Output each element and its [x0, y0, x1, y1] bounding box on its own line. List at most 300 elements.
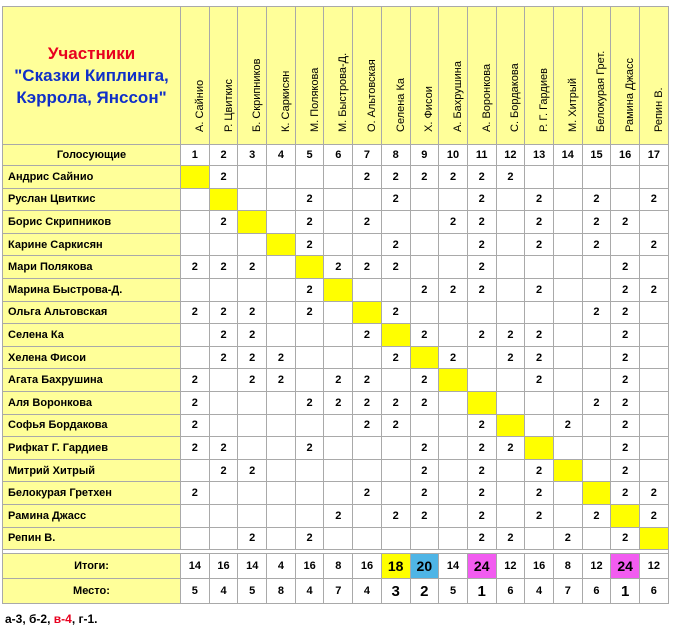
place-cell: 5 [181, 579, 210, 604]
vote-cell [439, 324, 468, 347]
vote-cell [324, 414, 353, 437]
vote-cell [611, 188, 640, 211]
vote-cell [439, 301, 468, 324]
voter-row [3, 482, 669, 505]
vote-cell: 2 [582, 211, 611, 234]
self-vote-cell [640, 527, 669, 550]
voter-row [3, 346, 669, 369]
vote-cell [525, 527, 554, 550]
self-vote-cell [267, 233, 296, 256]
vote-cell: 2 [611, 414, 640, 437]
vote-cell [640, 166, 669, 189]
total-cell: 14 [181, 554, 210, 579]
vote-cell: 2 [525, 459, 554, 482]
vote-cell: 2 [582, 301, 611, 324]
place-cell: 4 [525, 579, 554, 604]
self-vote-cell [467, 391, 496, 414]
place-cell: 4 [295, 579, 324, 604]
vote-cell [238, 504, 267, 527]
vote-cell [209, 482, 238, 505]
vote-cell [267, 256, 296, 279]
vote-cell [496, 301, 525, 324]
vote-cell: 2 [410, 369, 439, 392]
vote-cell: 2 [238, 256, 267, 279]
vote-cell [640, 256, 669, 279]
vote-cell: 2 [381, 301, 410, 324]
voter-row [3, 437, 669, 460]
vote-cell [181, 346, 210, 369]
total-cell: 24 [611, 554, 640, 579]
vote-cell [238, 278, 267, 301]
vote-cell: 2 [353, 211, 382, 234]
place-cell: 5 [238, 579, 267, 604]
vote-cell [295, 346, 324, 369]
vote-cell [295, 166, 324, 189]
voter-name: Аля Воронкова [3, 391, 181, 414]
vote-cell: 2 [611, 437, 640, 460]
vote-cell [582, 369, 611, 392]
numbers-row [3, 145, 669, 166]
vote-cell [295, 369, 324, 392]
vote-cell [324, 437, 353, 460]
vote-cell: 2 [209, 324, 238, 347]
participant-name: А. Воронкова [480, 63, 493, 132]
vote-cell: 2 [582, 233, 611, 256]
participant-header [295, 7, 324, 145]
vote-cell: 2 [553, 414, 582, 437]
footnote [5, 612, 97, 626]
vote-cell: 2 [467, 437, 496, 460]
place-cell: 4 [353, 579, 382, 604]
footnote-part-2: в-4 [53, 612, 72, 626]
vote-cell [582, 437, 611, 460]
vote-cell: 2 [209, 166, 238, 189]
vote-cell [410, 301, 439, 324]
voter-name: Марина Быстрова-Д. [3, 278, 181, 301]
vote-cell: 2 [525, 504, 554, 527]
vote-cell: 2 [295, 391, 324, 414]
vote-cell: 2 [611, 346, 640, 369]
vote-cell: 2 [181, 391, 210, 414]
vote-cell [439, 391, 468, 414]
vote-cell [353, 346, 382, 369]
vote-cell [553, 504, 582, 527]
place-cell: 3 [381, 579, 410, 604]
vote-cell [209, 233, 238, 256]
place-cell: 2 [410, 579, 439, 604]
vote-cell [553, 482, 582, 505]
vote-cell [467, 346, 496, 369]
vote-cell: 2 [381, 233, 410, 256]
voters-body [3, 166, 669, 550]
vote-cell [496, 482, 525, 505]
place-cell: 7 [553, 579, 582, 604]
voter-name: Ольга Альтовская [3, 301, 181, 324]
participant-number: 16 [611, 145, 640, 166]
vote-cell [295, 324, 324, 347]
vote-cell: 2 [467, 324, 496, 347]
vote-cell [209, 369, 238, 392]
vote-cell [267, 504, 296, 527]
vote-cell [496, 233, 525, 256]
vote-cell: 2 [295, 278, 324, 301]
vote-cell [181, 211, 210, 234]
vote-cell [324, 459, 353, 482]
vote-cell: 2 [640, 504, 669, 527]
participant-name: М. Хитрый [566, 78, 579, 132]
vote-cell [181, 188, 210, 211]
vote-cell [267, 278, 296, 301]
participant-number: 15 [582, 145, 611, 166]
vote-cell [439, 256, 468, 279]
total-cell: 16 [353, 554, 382, 579]
vote-cell [324, 233, 353, 256]
self-vote-cell [439, 369, 468, 392]
voter-name: Митрий Хитрый [3, 459, 181, 482]
self-vote-cell [496, 414, 525, 437]
vote-cell: 2 [467, 188, 496, 211]
participant-number: 7 [353, 145, 382, 166]
vote-cell: 2 [467, 482, 496, 505]
vote-cell: 2 [381, 256, 410, 279]
vote-cell [267, 391, 296, 414]
voter-row [3, 278, 669, 301]
totals-row [3, 554, 669, 579]
participant-number: 17 [640, 145, 669, 166]
voter-row [3, 211, 669, 234]
voter-name: Софья Бордакова [3, 414, 181, 437]
vote-cell [267, 437, 296, 460]
self-vote-cell [295, 256, 324, 279]
vote-cell: 2 [640, 278, 669, 301]
vote-cell [381, 482, 410, 505]
participant-name: А. Сайнио [193, 79, 206, 132]
vote-cell [582, 414, 611, 437]
vote-cell: 2 [181, 256, 210, 279]
vote-cell [439, 504, 468, 527]
vote-cell [439, 527, 468, 550]
vote-cell [353, 437, 382, 460]
vote-cell: 2 [410, 482, 439, 505]
vote-cell [295, 414, 324, 437]
voter-name: Мари Полякова [3, 256, 181, 279]
vote-cell [553, 166, 582, 189]
vote-cell [525, 414, 554, 437]
vote-cell: 2 [353, 414, 382, 437]
vote-cell [439, 482, 468, 505]
vote-cell [324, 166, 353, 189]
vote-cell: 2 [439, 211, 468, 234]
vote-cell [295, 504, 324, 527]
place-cell: 6 [640, 579, 669, 604]
voter-name: Рамина Джасс [3, 504, 181, 527]
self-vote-cell [324, 278, 353, 301]
vote-cell [410, 527, 439, 550]
vote-cell [181, 527, 210, 550]
vote-cell [238, 233, 267, 256]
total-cell: 16 [295, 554, 324, 579]
participant-name: Р. Г. Гардиев [538, 68, 551, 132]
vote-cell: 2 [525, 278, 554, 301]
total-cell: 14 [238, 554, 267, 579]
voter-row [3, 324, 669, 347]
place-cell: 6 [496, 579, 525, 604]
vote-cell: 2 [324, 391, 353, 414]
vote-cell: 2 [295, 233, 324, 256]
vote-cell [181, 459, 210, 482]
participant-header [553, 7, 582, 145]
participant-header [267, 7, 296, 145]
vote-cell [553, 233, 582, 256]
vote-cell [295, 482, 324, 505]
vote-cell [640, 301, 669, 324]
vote-cell [611, 166, 640, 189]
vote-cell [439, 188, 468, 211]
vote-cell: 2 [640, 233, 669, 256]
vote-cell [640, 459, 669, 482]
vote-cell [582, 459, 611, 482]
vote-cell [324, 211, 353, 234]
vote-cell: 2 [611, 391, 640, 414]
self-vote-cell [238, 211, 267, 234]
total-cell: 12 [640, 554, 669, 579]
vote-cell [553, 211, 582, 234]
place-cell: 6 [582, 579, 611, 604]
places-row [3, 579, 669, 604]
participant-number: 12 [496, 145, 525, 166]
vote-cell: 2 [410, 278, 439, 301]
vote-cell [353, 278, 382, 301]
participant-header [238, 7, 267, 145]
vote-cell [381, 211, 410, 234]
vote-cell [267, 527, 296, 550]
vote-cell [209, 504, 238, 527]
vote-cell [439, 459, 468, 482]
vote-cell [181, 324, 210, 347]
voter-row [3, 414, 669, 437]
total-cell: 16 [525, 554, 554, 579]
participant-header [209, 7, 238, 145]
vote-cell: 2 [181, 437, 210, 460]
vote-cell [582, 324, 611, 347]
voting-table [2, 6, 669, 604]
vote-cell [640, 369, 669, 392]
footnote-part-3: , г-1. [71, 612, 98, 626]
vote-cell: 2 [611, 369, 640, 392]
vote-cell: 2 [410, 391, 439, 414]
voter-row [3, 233, 669, 256]
vote-cell [582, 256, 611, 279]
vote-cell [181, 233, 210, 256]
participant-number: 3 [238, 145, 267, 166]
participant-header [525, 7, 554, 145]
vote-cell: 2 [353, 166, 382, 189]
total-cell: 8 [324, 554, 353, 579]
voter-row [3, 166, 669, 189]
participant-number: 8 [381, 145, 410, 166]
vote-cell: 2 [209, 256, 238, 279]
vote-cell [439, 414, 468, 437]
vote-cell [582, 527, 611, 550]
vote-cell: 2 [582, 188, 611, 211]
vote-cell: 2 [611, 301, 640, 324]
vote-cell [553, 278, 582, 301]
vote-cell: 2 [238, 527, 267, 550]
participant-number: 10 [439, 145, 468, 166]
vote-cell: 2 [209, 211, 238, 234]
participant-name: Х. Фисои [423, 86, 436, 132]
vote-cell: 2 [439, 166, 468, 189]
vote-cell [410, 211, 439, 234]
vote-cell [582, 278, 611, 301]
self-vote-cell [611, 504, 640, 527]
voter-name: Карине Саркисян [3, 233, 181, 256]
vote-cell [238, 482, 267, 505]
vote-cell: 2 [353, 369, 382, 392]
participant-name: Репин В. [652, 87, 665, 132]
vote-cell [553, 324, 582, 347]
total-cell: 12 [496, 554, 525, 579]
vote-cell: 2 [525, 233, 554, 256]
vote-cell [209, 391, 238, 414]
voters-label: Голосующие [3, 145, 181, 166]
participant-header [611, 7, 640, 145]
vote-cell: 2 [353, 324, 382, 347]
vote-cell [410, 233, 439, 256]
vote-cell: 2 [611, 256, 640, 279]
vote-cell: 2 [238, 369, 267, 392]
participant-number: 6 [324, 145, 353, 166]
vote-cell [267, 414, 296, 437]
vote-cell: 2 [525, 369, 554, 392]
vote-cell [553, 391, 582, 414]
vote-cell: 2 [410, 504, 439, 527]
vote-cell [209, 278, 238, 301]
vote-cell [353, 459, 382, 482]
vote-cell: 2 [238, 324, 267, 347]
vote-cell [238, 166, 267, 189]
participant-header [381, 7, 410, 145]
voter-name: Борис Скрипников [3, 211, 181, 234]
vote-cell [582, 166, 611, 189]
vote-cell: 2 [381, 504, 410, 527]
vote-cell [582, 346, 611, 369]
vote-cell [553, 301, 582, 324]
vote-cell [640, 437, 669, 460]
vote-cell [267, 211, 296, 234]
place-cell: 7 [324, 579, 353, 604]
vote-cell: 2 [295, 211, 324, 234]
vote-cell: 2 [353, 256, 382, 279]
voter-name: Андрис Сайнио [3, 166, 181, 189]
voter-row [3, 301, 669, 324]
vote-cell [640, 346, 669, 369]
total-cell: 24 [467, 554, 496, 579]
title-line-1: Участники [47, 43, 136, 63]
participant-name: М. Быстрова-Д. [337, 52, 350, 132]
vote-cell: 2 [611, 324, 640, 347]
vote-cell: 2 [611, 527, 640, 550]
vote-cell: 2 [209, 459, 238, 482]
total-cell: 12 [582, 554, 611, 579]
vote-cell: 2 [209, 301, 238, 324]
voter-row [3, 369, 669, 392]
participant-name: Б. Скрипников [251, 58, 264, 132]
vote-cell [267, 459, 296, 482]
total-cell: 14 [439, 554, 468, 579]
participant-name: С. Бордакова [509, 63, 522, 132]
vote-cell: 2 [209, 346, 238, 369]
vote-cell: 2 [467, 504, 496, 527]
place-cell: 1 [467, 579, 496, 604]
vote-cell: 2 [181, 369, 210, 392]
vote-cell [640, 414, 669, 437]
title-line-2: "Сказки Киплинга, [14, 65, 169, 85]
vote-cell: 2 [525, 211, 554, 234]
vote-cell [640, 211, 669, 234]
participant-number: 13 [525, 145, 554, 166]
participant-header [496, 7, 525, 145]
voter-row [3, 527, 669, 550]
table-title [3, 7, 181, 145]
vote-cell: 2 [181, 482, 210, 505]
participant-number: 11 [467, 145, 496, 166]
vote-cell: 2 [238, 301, 267, 324]
vote-cell [209, 527, 238, 550]
voter-name: Репин В. [3, 527, 181, 550]
vote-cell: 2 [238, 346, 267, 369]
vote-cell [267, 166, 296, 189]
vote-cell [353, 188, 382, 211]
vote-cell [439, 233, 468, 256]
vote-cell [496, 369, 525, 392]
vote-cell: 2 [467, 527, 496, 550]
vote-cell [238, 391, 267, 414]
vote-cell [553, 437, 582, 460]
vote-cell [267, 324, 296, 347]
vote-cell [381, 459, 410, 482]
vote-cell: 2 [324, 504, 353, 527]
vote-cell [525, 166, 554, 189]
vote-cell: 2 [439, 346, 468, 369]
participant-header [582, 7, 611, 145]
vote-cell [324, 188, 353, 211]
vote-cell [553, 256, 582, 279]
vote-cell: 2 [439, 278, 468, 301]
vote-cell [324, 482, 353, 505]
vote-cell [238, 437, 267, 460]
vote-cell [410, 414, 439, 437]
voter-name: Хелена Фисои [3, 346, 181, 369]
vote-cell: 2 [467, 414, 496, 437]
participant-number: 2 [209, 145, 238, 166]
self-vote-cell [381, 324, 410, 347]
vote-cell [525, 256, 554, 279]
vote-cell: 2 [381, 414, 410, 437]
vote-cell: 2 [295, 437, 324, 460]
vote-cell: 2 [611, 482, 640, 505]
vote-cell: 2 [324, 256, 353, 279]
voter-row [3, 391, 669, 414]
vote-cell: 2 [467, 459, 496, 482]
places-label: Место: [3, 579, 181, 604]
self-vote-cell [582, 482, 611, 505]
vote-cell: 2 [267, 346, 296, 369]
participant-number: 14 [553, 145, 582, 166]
vote-cell [525, 301, 554, 324]
vote-cell [267, 482, 296, 505]
vote-cell: 2 [267, 369, 296, 392]
